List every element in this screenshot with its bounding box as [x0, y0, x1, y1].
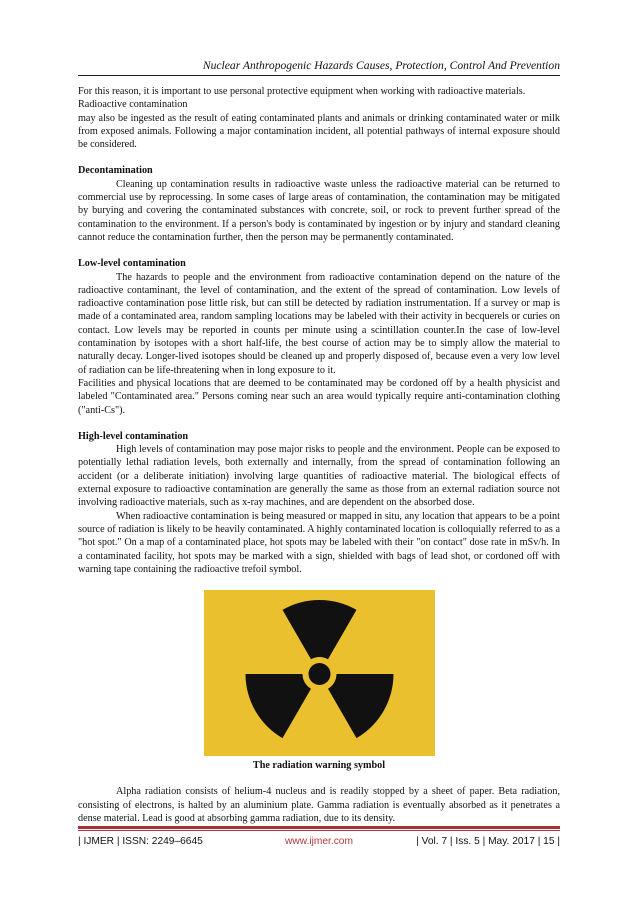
running-header: Nuclear Anthropogenic Hazards Causes, Protection, Control And Prevention: [202, 59, 560, 72]
section-heading-high-level: High-level contamination: [78, 430, 189, 442]
trefoil-blade-1: [282, 600, 356, 659]
paragraph-low-level-2: Facilities and physical locations that are deemed to be contaminated may be cordoned off by a health physicist and labeled "Contaminated area." Persons coming near such an area would typically require anti-contamination clothing ("anti-Cs").: [78, 377, 560, 416]
paragraph-low-level-1: The hazards to people and the environment from radioactive contamination depend on the nature of the radioactive contaminant, the level of contamination, and the extent of the spread of contamination. Low levels of radioactive contamination pose little risk, but can still be detected by radiation instrumentation. If a survey or map is made of a contaminated area, random sampling locations may be labeled with their activity in becquerels or curies on contact. Low levels may be reported in counts per minute using a scintillation counter.In the case of low-level contamination by isotopes with a short half-life, the best course of action may be to simply allow the material to naturally decay. Longer-lived isotopes should be cleaned up and properly disposed of, because even a very low level of radiation can be life-threatening when in long exposure to it.: [78, 271, 560, 376]
intro-line-1: For this reason, it is important to use personal protective equipment when working with radioactive materials.: [78, 86, 526, 97]
header-divider: [78, 75, 560, 76]
paragraph-high-level-2: When radioactive contamination is being measured or mapped in situ, any location that appears to be a point source of radiation is likely to be heavily contaminated. A highly contaminated location is colloquially referred to as a "hot spot." On a map of a contaminated place, hot spots may be labeled with their "on contact" dose rate in mSv/h. In a contaminated facility, hot spots may be marked with a sign, shielded with bags of lead shot, or cordoned off with warning tape containing the radioactive trefoil symbol.: [78, 510, 560, 575]
intro-line-2: Radioactive contamination: [78, 99, 188, 111]
paragraph-closing: Alpha radiation consists of helium-4 nucleus and is readily stopped by a sheet of paper. Beta radiation, consisting of electrons, is halted by an aluminium plate. Gamma radiation is eventually absorbed as it penetrates a dense material. Lead is good at absorbing gamma radiation, due to its density.: [78, 786, 560, 824]
section-heading-low-level: Low-level contamination: [78, 258, 186, 270]
page-footer: [78, 836, 560, 850]
footer-website-link[interactable]: www.ijmer.com: [285, 836, 353, 847]
footer-divider-thin: [78, 830, 560, 831]
radiation-trefoil-icon: [204, 590, 435, 756]
footer-divider-thick: [78, 826, 560, 829]
footer-issue: | Vol. 7 | Iss. 5 | May. 2017 | 15 |: [416, 836, 560, 847]
article-body: [78, 85, 560, 825]
footer-journal: | IJMER | ISSN: 2249–6645: [78, 836, 203, 847]
section-heading-decontamination: Decontamination: [78, 165, 153, 177]
radiation-symbol-figure: [204, 590, 435, 756]
trefoil-blade-3: [245, 674, 311, 738]
trefoil-center: [308, 663, 330, 685]
figure-caption: The radiation warning symbol: [252, 760, 386, 772]
intro-paragraph: may also be ingested as the result of eating contaminated plants and animals or drinking contaminated water or milk from exposed animals. Following a major contamination incident, all potential pathways of internal exposure should be considered.: [78, 112, 560, 151]
paragraph-high-level-1: High levels of contamination may pose major risks to people and the environment. People can be exposed to potentially lethal radiation levels, both externally and internally, from the spread of contamination following an accident (or a deliberate initiation) involving large quantities of radioactive material. The biological effects of external exposure to radioactive contamination are generally the same as those from an external radiation source not involving radioactive materials, such as x-ray machines, and are dependent on the absorbed dose.: [78, 444, 560, 509]
trefoil-blade-2: [328, 674, 394, 738]
paragraph-decontamination: Cleaning up contamination results in radioactive waste unless the radioactive material can be returned to commercial use by reprocessing. In some cases of large areas of contamination, the contamination may be mitigated by burying and covering the contaminated substances with concrete, soil, or rock to prevent further spread of the contamination to the environment. If a person's body is contaminated by ingestion or by injury and standard cleaning cannot reduce the contamination further, then the person may be permanently contaminated.: [78, 178, 560, 243]
